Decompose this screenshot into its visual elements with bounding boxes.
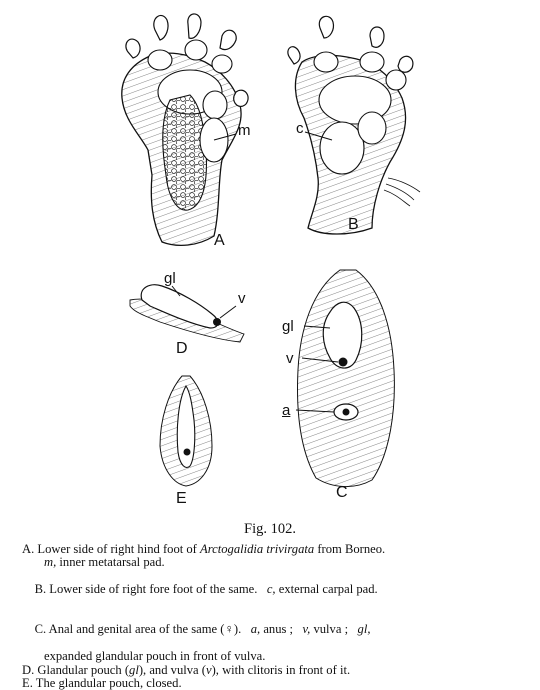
panel-c-lead-a: a xyxy=(282,402,291,419)
panel-c-lead-gl: gl xyxy=(282,318,294,335)
panel-c-vulva xyxy=(339,358,348,367)
panel-c-lead-v: v xyxy=(286,350,294,367)
legend-d: D. Glandular pouch (gl), and vulva (v), with clitoris in front of it. xyxy=(22,662,351,677)
panel-d-lead-gl: gl xyxy=(164,270,176,287)
panel-a-hind-foot xyxy=(122,14,248,245)
panel-b-fore-foot xyxy=(288,16,420,234)
figure-legend xyxy=(22,543,534,690)
panel-a-label: A xyxy=(214,232,225,249)
panel-b-hairs xyxy=(384,178,420,206)
legend-c: C. Anal and genital area of the same (♀). a, anus ; v, vulva ; gl, xyxy=(34,622,371,637)
panel-e-label: E xyxy=(176,490,187,507)
panel-a-lead-m: m xyxy=(238,122,251,139)
panel-d-lead-v: v xyxy=(238,290,246,307)
legend-c-continued: expanded glandular pouch in front of vulva. xyxy=(44,649,266,664)
legend-a: A. Lower side of right hind foot of Arctogalidia trivirgata from Borneo. xyxy=(22,542,386,556)
panel-d-label: D xyxy=(176,340,188,357)
panel-c-label: C xyxy=(336,484,348,501)
panel-b-label: B xyxy=(348,216,359,233)
legend-e: E. The glandular pouch, closed. xyxy=(22,676,182,690)
legend-b: B. Lower side of right fore foot of the same. c, external carpal pad. xyxy=(34,582,378,597)
panel-d-vulva xyxy=(213,318,221,326)
panel-b-lead-c: c xyxy=(296,120,304,137)
panel-e-pouch-closed xyxy=(160,376,212,486)
figure-title: Fig. 102. xyxy=(244,521,296,537)
panel-a-metatarsal-pad xyxy=(163,95,207,210)
panel-d-glandular-pouch xyxy=(130,285,244,342)
legend-a-continued: m, inner metatarsal pad. xyxy=(44,555,165,570)
panel-c-anal-genital-area xyxy=(296,270,394,487)
panel-b-carpal-pad xyxy=(320,122,364,174)
